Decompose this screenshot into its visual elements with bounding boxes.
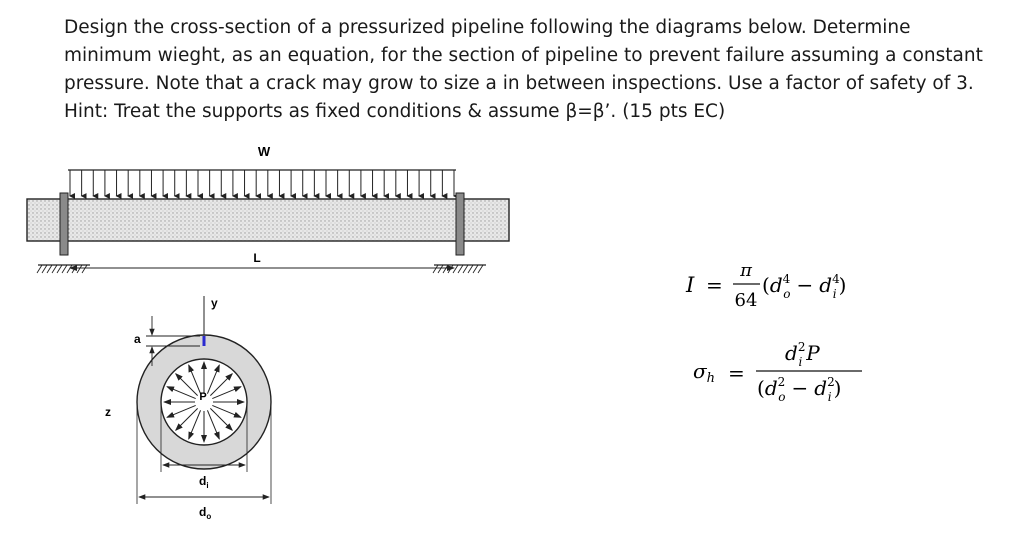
problem-line-2: minimum wieght, as an equation, for the section of pipeline to prevent failure assuming a constant — [64, 45, 983, 66]
ground-hatch — [448, 265, 453, 273]
ground-hatch — [37, 265, 42, 273]
right-ground — [433, 265, 486, 273]
hoop-lhs: $\sigma_h$ — [693, 359, 716, 386]
ground-hatch — [478, 265, 483, 273]
ground-hatch — [52, 265, 57, 273]
inertia-lhs: I — [686, 273, 695, 297]
ground-hatch — [62, 265, 67, 273]
load-arrows — [70, 170, 454, 196]
di-label: $d_i$ — [199, 474, 209, 490]
inertia-denominator: 64 — [734, 290, 758, 311]
pipe-cross-section — [105, 296, 271, 521]
ground-hatch — [453, 265, 458, 273]
left-support — [60, 193, 68, 255]
load-label: W — [257, 144, 271, 159]
problem-line-1: Design the cross-section of a pressurized pipeline following the diagrams below. Determine — [64, 17, 911, 38]
left-ground — [37, 265, 90, 273]
ground-hatch — [473, 265, 478, 273]
hoop-denominator: ($d^2$ $o - d^2$ i ) — [757, 375, 842, 404]
inertia-numerator: π — [740, 260, 752, 281]
ground-hatch — [82, 265, 87, 273]
beam-diagram — [27, 144, 509, 273]
inertia-equals: = — [706, 273, 723, 297]
hoop-numerator: $d^2$ i P — [785, 340, 820, 369]
problem-line-4: Hint: Treat the supports as fixed conditions & assume β=β’. (15 pts EC) — [64, 101, 726, 122]
ground-hatch — [42, 265, 47, 273]
hoop-stress-equation — [693, 340, 862, 404]
do-label: $d_o$ — [199, 505, 212, 521]
pipe-body — [27, 199, 509, 241]
inertia-body: ($d^4$ $o - d^4$ i ) — [762, 272, 847, 301]
ground-hatch — [438, 265, 443, 273]
ground-hatch — [72, 265, 77, 273]
ground-hatch — [67, 265, 72, 273]
ground-hatch — [458, 265, 463, 273]
crack-size-label: a — [134, 332, 141, 346]
z-axis-label: z — [105, 405, 111, 419]
ground-hatch — [47, 265, 52, 273]
ground-hatch — [468, 265, 473, 273]
ground-hatch — [463, 265, 468, 273]
right-support — [456, 193, 464, 255]
ground-hatch — [443, 265, 448, 273]
ground-hatch — [57, 265, 62, 273]
hoop-equals: = — [728, 361, 745, 385]
problem-line-3: pressure. Note that a crack may grow to size a in between inspections. Use a factor of safety of 3. — [64, 73, 974, 94]
ground-hatch — [77, 265, 82, 273]
ground-hatch — [433, 265, 438, 273]
length-label: L — [253, 251, 261, 265]
moment-of-inertia-equation — [685, 260, 846, 311]
y-axis-label: y — [211, 296, 218, 310]
pressure-label: P — [199, 391, 207, 403]
